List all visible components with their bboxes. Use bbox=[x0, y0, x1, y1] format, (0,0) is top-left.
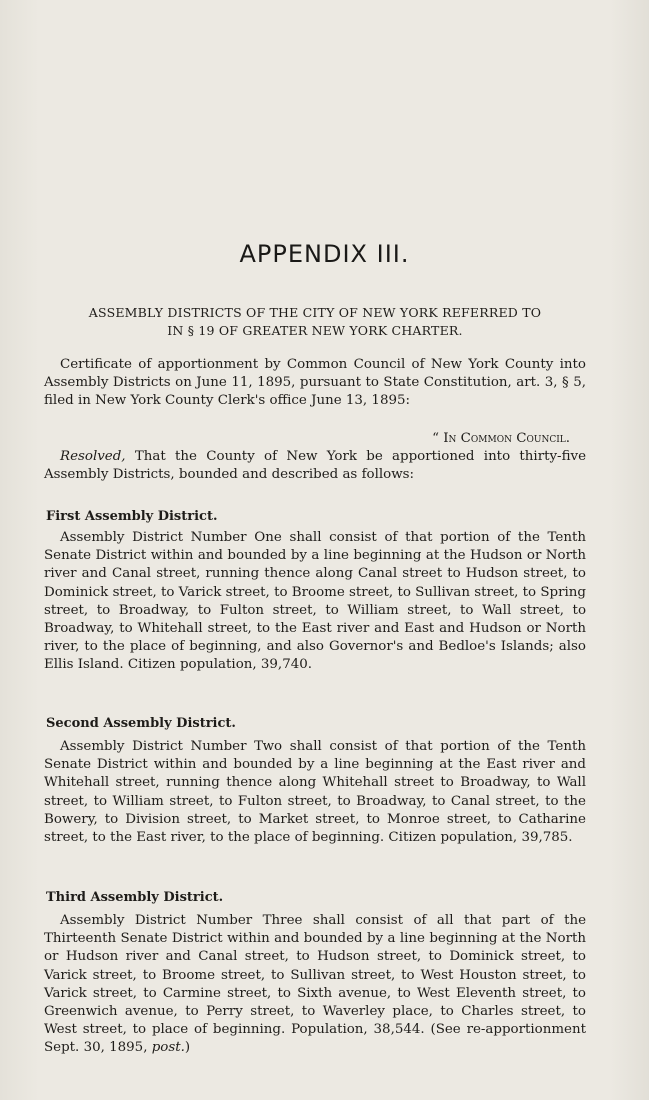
district-2-heading: Second Assembly District. bbox=[46, 716, 236, 731]
appendix-title: APPENDIX III. bbox=[239, 240, 410, 268]
resolution-paragraph bbox=[44, 448, 586, 484]
district-1-text: Assembly District Number One shall consist of that portion of the Tenth Senate District within and bounded by a line beginning at the Hudson or North river and Canal street, running thence along Canal street to Hudson street, to Dominick street, to Varick street, to Broome street, to Sullivan street, to Spring street, to Broadway, to Fulton street, to William street, to Wall street, to Broadway, to Whitehall street, to the East river and East and Hudson or North river, to the place of beginning, and also Governor's and Bedloe's Islands; also Ellis Island. Citizen population, 39,740. bbox=[44, 530, 586, 673]
resolution-text: That the County of New York be apportioned into thirty-five Assembly Districts, bounded and described as follows: bbox=[44, 449, 586, 483]
district-3-text: Assembly District Number Three shall consist of all that part of the Thirteenth Senate District within and bounded by a line beginning at the North or Hudson river and Canal street, to Hudson street, to Dominick street, to Varick street, to Broome street, to Sullivan street, to West Houston street, to Varick street, to Carmine street, to Sixth avenue, to West Eleventh street, to Greenwich avenue, to Perry street, to Waverley place, to Charles street, to West street, to place of beginning. Population, 38,544. (See re-apportionment Sept. 30, 1895, bbox=[44, 913, 586, 1056]
district-1-paragraph bbox=[44, 529, 586, 675]
district-2-paragraph bbox=[44, 738, 586, 847]
section-heading bbox=[44, 304, 586, 340]
district-3-heading: Third Assembly District. bbox=[46, 890, 224, 905]
district-1-heading: First Assembly District. bbox=[46, 509, 218, 524]
section-heading-line-1: ASSEMBLY DISTRICTS OF THE CITY OF NEW YORK REFERRED TO bbox=[88, 305, 542, 320]
district-3-paragraph bbox=[44, 912, 586, 1058]
certificate-paragraph bbox=[44, 356, 586, 411]
district-2-text: Assembly District Number Two shall consist of that portion of the Tenth Senate District within and bounded by a line beginning at the East river and Whitehall street, running thence along Whitehall street to Broadway, to Wall street, to William street, to Fulton street, to Broadway, to Canal street, to the Bowery, to Division street, to Market street, to Monroe street, to Catharine street, to the East river, to the place of beginning. Citizen population, 39,785. bbox=[44, 739, 586, 846]
resolved-word: Resolved, bbox=[60, 449, 126, 464]
common-council-line: “ In Common Council. bbox=[432, 431, 570, 446]
section-heading-line-2: IN § 19 OF GREATER NEW YORK CHARTER. bbox=[167, 323, 463, 338]
district-3-close: ) bbox=[184, 1040, 191, 1056]
certificate-text: Certificate of apportionment by Common Council of New York County into Assembly Districts on June 11, 1895, pursuant to State Constitution, art. 3, § 5, filed in New York County Clerk's office June 13, 1895: bbox=[44, 357, 586, 409]
district-3-post: post. bbox=[151, 1040, 185, 1056]
